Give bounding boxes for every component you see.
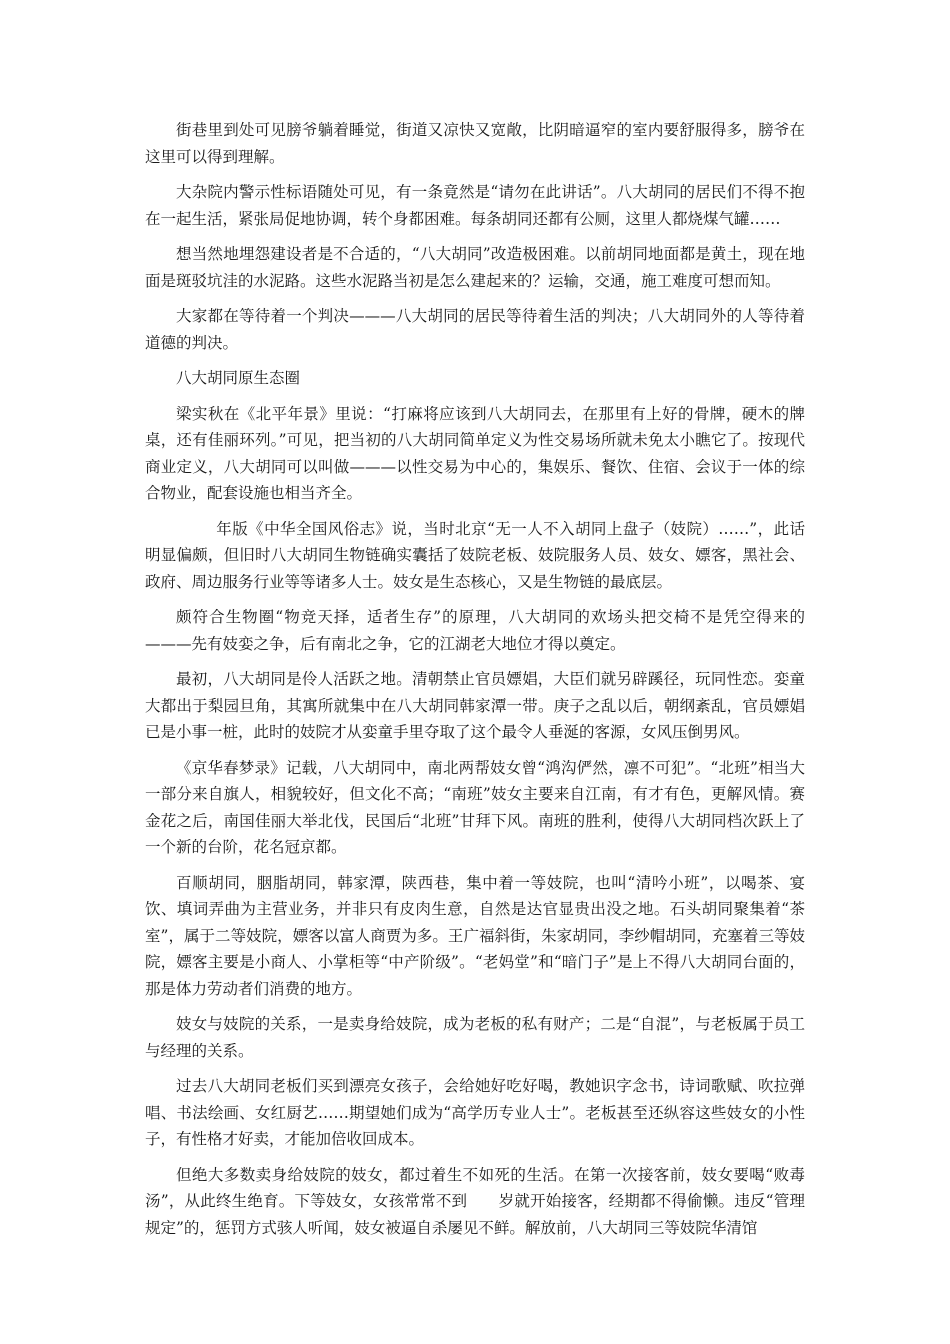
- paragraph: 街巷里到处可见膀爷躺着睡觉，街道又凉快又宽敞，比阴暗逼窄的室内要舒服得多，膀爷在这里可以得到理解。: [145, 121, 805, 166]
- paragraph: 最初，八大胡同是伶人活跃之地。清朝禁止官员嫖娼，大臣们就另辟蹊径，玩同性恋。娈童大都出于梨园旦角，其寓所就集中在八大胡同韩家潭一带。庚子之乱以后，朝纲紊乱，官员嫖娼已是小事一桩，此时的妓院才从娈童手里夺取了这个最令人垂涎的客源，女风压倒男风。: [145, 670, 805, 741]
- paragraph: 年版《中华全国风俗志》说，当时北京“无一人不入胡同上盘子（妓院）……”，此话明显偏颇，但旧时八大胡同生物链确实囊括了妓院老板、妓院服务人员、妓女、嫖客，黑社会、政府、周边服务行业等等诸多人士。妓女是生态核心，又是生物链的最底层。: [145, 519, 805, 591]
- paragraph: 《京华春梦录》记载，八大胡同中，南北两帮妓女曾“鸿沟俨然，凛不可犯”。“北班”相当大一部分来自旗人，相貌较好，但文化不高；“南班”妓女主要来自江南，有才有色，更解风情。赛金花之后，南国佳丽大举北伐，民国后“北班”甘拜下风。南班的胜利，使得八大胡同档次跃上了一个新的台阶，花名冠京都。: [145, 758, 805, 856]
- section-heading: 八大胡同原生态圈: [176, 369, 301, 387]
- paragraph: 过去八大胡同老板们买到漂亮女孩子，会给她好吃好喝，教她识字念书，诗词歌赋、吹拉弹唱、书法绘画、女红厨艺……期望她们成为“高学历专业人士”。老板甚至还纵容这些妓女的小性子，有性格才好卖，才能加倍收回成本。: [145, 1077, 805, 1148]
- document-page: [145, 117, 805, 1250]
- paragraph: 妓女与妓院的关系，一是卖身给妓院，成为老板的私有财产；二是“自混”，与老板属于员工与经理的关系。: [145, 1015, 805, 1060]
- paragraph: 想当然地埋怨建设者是不合适的，“八大胡同”改造极困难。以前胡同地面都是黄土，现在地面是斑驳坑洼的水泥路。这些水泥路当初是怎么建起来的？运输，交通，施工难度可想而知。: [145, 245, 805, 290]
- paragraph: 颇符合生物圈“物竞天择，适者生存”的原理，八大胡同的欢场头把交椅不是凭空得来的———先有妓娈之争，后有南北之争，它的江湖老大地位才得以奠定。: [145, 608, 805, 653]
- paragraph: 梁实秋在《北平年景》里说：“打麻将应该到八大胡同去，在那里有上好的骨牌，硬木的牌桌，还有佳丽环列。”可见，把当初的八大胡同简单定义为性交易场所就未免太小瞧它了。按现代商业定义，八大胡同可以叫做———以性交易为中心的，集娱乐、餐饮、住宿、会议于一体的综合物业，配套设施也相当齐全。: [145, 404, 805, 502]
- paragraph: 大杂院内警示性标语随处可见，有一条竟然是“请勿在此讲话”。八大胡同的居民们不得不抱在一起生活，紧张局促地协调，转个身都困难。每条胡同还都有公厕，这里人都烧煤气罐……: [145, 183, 805, 228]
- paragraph: 大家都在等待着一个判决———八大胡同的居民等待着生活的判决；八大胡同外的人等待着道德的判决。: [145, 307, 805, 352]
- paragraph: 百顺胡同，胭脂胡同，韩家潭，陕西巷，集中着一等妓院，也叫“清吟小班”，以喝茶、宴饮、填词弄曲为主营业务，并非只有皮肉生意，自然是达官显贵出没之地。石头胡同聚集着“茶室”，属于二等妓院，嫖客以富人商贾为多。王广福斜街，朱家胡同，李纱帽胡同，充塞着三等妓院，嫖客主要是小商人、小掌柜等“中产阶级”。“老妈堂”和“暗门子”是上不得八大胡同台面的，那是体力劳动者们消费的地方。: [145, 873, 805, 998]
- paragraph: 但绝大多数卖身给妓院的妓女，都过着生不如死的生活。在第一次接客前，妓女要喝“败毒汤”，从此终生绝育。下等妓女，女孩常常不到 岁就开始接客，经期都不得偷懒。违反“管理规定”的，惩罚方式骇人听闻，妓女被逼自杀屡见不鲜。解放前，八大胡同三等妓院华清馆: [145, 1165, 805, 1237]
